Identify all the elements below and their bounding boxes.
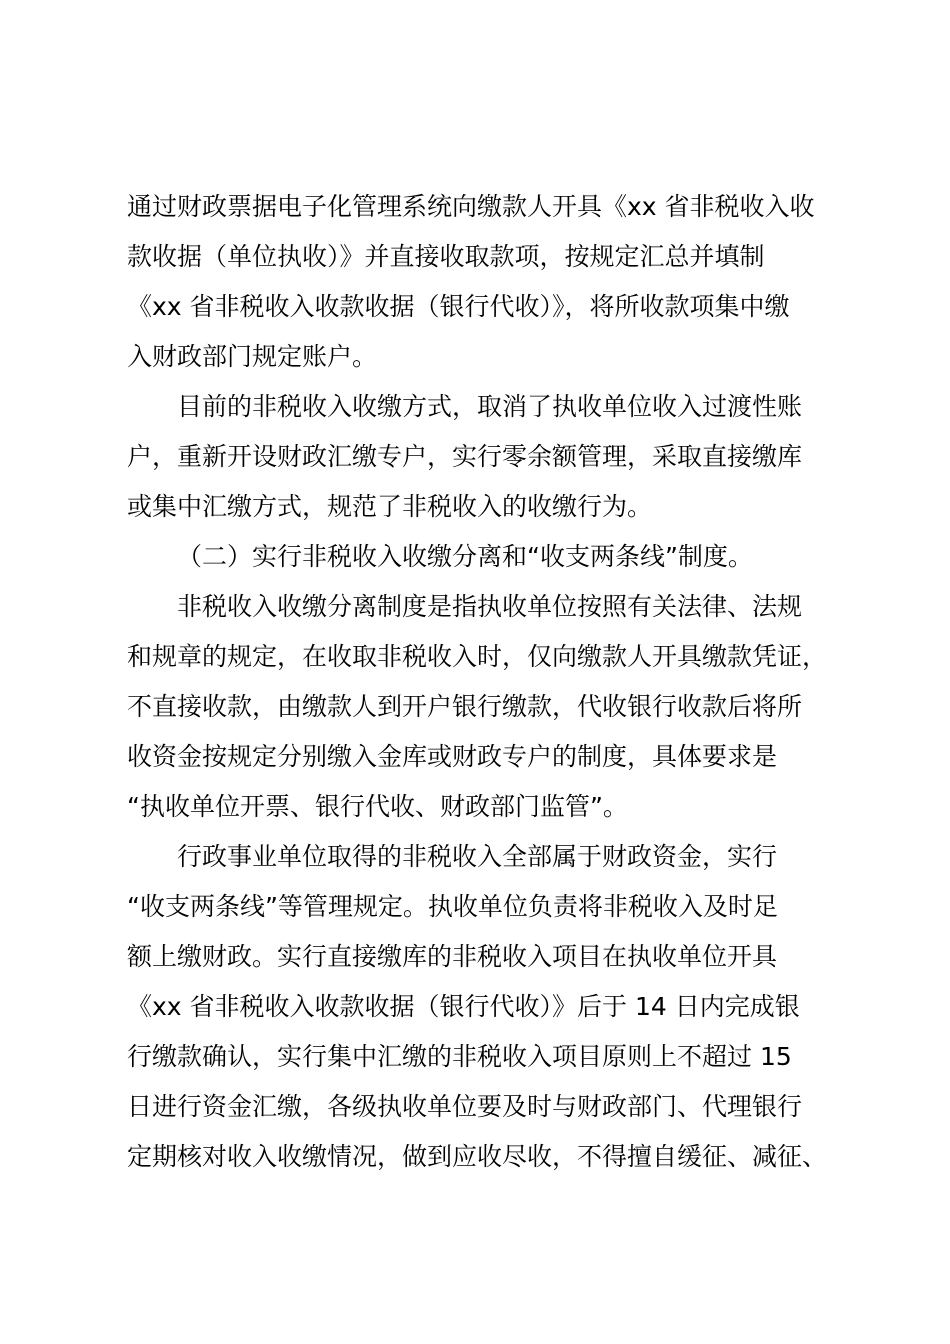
text-line: 或集中汇缴方式，规范了非税收入的收缴行为。 bbox=[127, 492, 653, 521]
text-line: 《xx 省非税收入收款收据（银行代收）》后于 14 日内完成银 bbox=[127, 992, 800, 1021]
paragraph-first-line: 目前的非税收入收缴方式，取消了执收单位收入过渡性账 bbox=[177, 392, 803, 421]
document-body bbox=[127, 182, 847, 1182]
text-line: 款收据（单位执收）》并直接收取款项，按规定汇总并填制 bbox=[127, 242, 765, 271]
text-line: 日进行资金汇缴，各级执收单位要及时与财政部门、代理银行 bbox=[127, 1092, 803, 1121]
paragraph-first-line: 行政事业单位取得的非税收入全部属于财政资金，实行 bbox=[177, 842, 778, 871]
text-line: 通过财政票据电子化管理系统向缴款人开具《xx 省非税收入收 bbox=[127, 192, 815, 221]
section-heading: （二）实行非税收入收缴分离和“收支两条线”制度。 bbox=[177, 542, 753, 571]
text-line: “执收单位开票、银行代收、财政部门监管”。 bbox=[127, 792, 628, 821]
text-line: 额上缴财政。实行直接缴库的非税收入项目在执收单位开具 bbox=[127, 942, 778, 971]
text-line: 入财政部门规定账户。 bbox=[127, 342, 378, 371]
text-line: 户，重新开设财政汇缴专户，实行零余额管理，采取直接缴库 bbox=[127, 442, 803, 471]
text-line: “收支两条线”等管理规定。执收单位负责将非税收入及时足 bbox=[127, 892, 778, 921]
text-line: 和规章的规定，在收取非税收入时，仅向缴款人开具缴款凭证， bbox=[127, 642, 828, 671]
text-line: 《xx 省非税收入收款收据（银行代收）》，将所收款项集中缴 bbox=[127, 292, 790, 321]
text-line: 定期核对收入收缴情况，做到应收尽收，不得擅自缓征、减征、 bbox=[127, 1142, 828, 1171]
text-line: 行缴款确认，实行集中汇缴的非税收入项目原则上不超过 15 bbox=[127, 1042, 792, 1071]
text-line: 收资金按规定分别缴入金库或财政专户的制度，具体要求是 bbox=[127, 742, 778, 771]
paragraph-first-line: 非税收入收缴分离制度是指执收单位按照有关法律、法规 bbox=[177, 592, 803, 621]
text-line: 不直接收款，由缴款人到开户银行缴款，代收银行收款后将所 bbox=[127, 692, 803, 721]
